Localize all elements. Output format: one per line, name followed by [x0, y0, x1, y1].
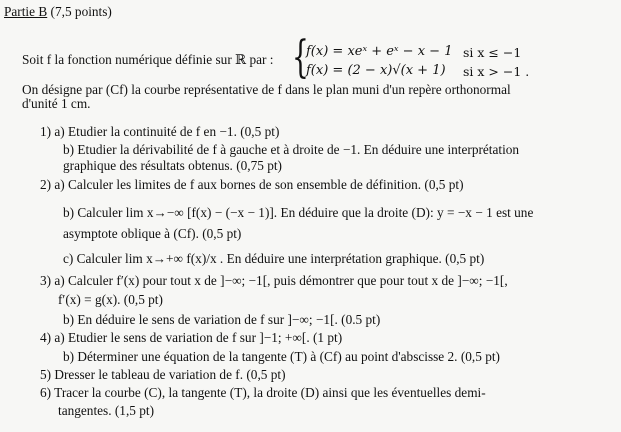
- piecewise-condition-1: si x ≤ −1: [463, 45, 522, 60]
- question-line: b) Etudier la dérivabilité de f à gauche et à droite de −1. En déduire une interprétation: [63, 142, 520, 157]
- section-title: [4, 4, 112, 20]
- question-line: 2) a) Calculer les limites de f aux bornes de son ensemble de définition. (0,5 pt): [40, 177, 464, 192]
- question-line: 5) Dresser le tableau de variation de f. (0,5 pt): [40, 367, 286, 382]
- question-line: asymptote oblique à (Cf). (0,5 pt): [63, 226, 242, 241]
- function-definition-lead: Soit f la fonction numérique définie sur ℝ par :: [22, 52, 274, 67]
- question-line: b) Déterminer une équation de la tangente (T) à (Cf) au point d'abscisse 2. (0,5 pt): [63, 349, 500, 364]
- part-label: Partie B: [4, 4, 48, 19]
- question-line: b) En déduire le sens de variation de f sur ]−∞; −1[. (0.5 pt): [63, 312, 381, 327]
- intro-line-2: d'unité 1 cm.: [22, 96, 91, 111]
- question-line: b) Calculer lim x→−∞ [f(x) − (−x − 1)]. En déduire que la droite (D): y = −x − 1 est une: [63, 205, 534, 220]
- piecewise-case-2: f(x) = (2 − x)√(x + 1): [306, 63, 446, 78]
- question-line: 1) a) Etudier la continuité de f en −1. (0,5 pt): [40, 124, 280, 139]
- part-points: (7,5 points): [50, 4, 112, 19]
- question-line: tangentes. (1,5 pt): [58, 403, 155, 418]
- question-line: f′(x) = g(x). (0,5 pt): [58, 292, 163, 307]
- question-line: c) Calculer lim x→+∞ f(x)/x . En déduire une interprétation graphique. (0,5 pt): [63, 251, 485, 266]
- question-line: graphique des résultats obtenus. (0,75 pt): [63, 158, 282, 173]
- question-line: 3) a) Calculer f′(x) pour tout x de ]−∞; −1[, puis démontrer que pour tout x de ]−∞; −1[,: [40, 273, 508, 288]
- piecewise-case-1: f(x) = xeˣ + eˣ − x − 1: [306, 44, 453, 59]
- piecewise-condition-2: si x > −1 .: [463, 64, 530, 79]
- question-line: 4) a) Etudier le sens de variation de f sur ]−1; +∞[. (1 pt): [40, 330, 343, 345]
- brace-symbol: {: [292, 32, 309, 83]
- question-line: 6) Tracer la courbe (C), la tangente (T), la droite (D) ainsi que les éventuelles demi-: [40, 385, 486, 400]
- intro-line-1: On désigne par (Cf) la courbe représentative de f dans le plan muni d'un repère orthonormal: [22, 82, 511, 97]
